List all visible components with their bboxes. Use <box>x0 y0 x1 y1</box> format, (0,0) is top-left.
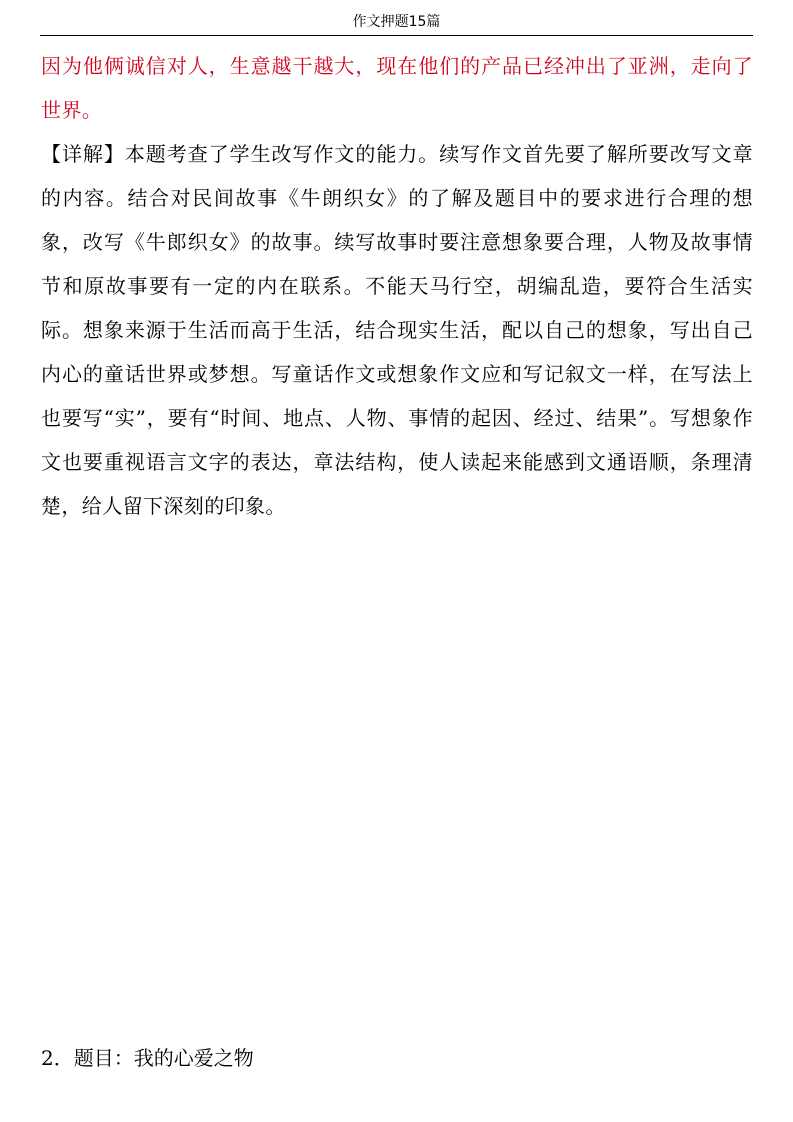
page-header <box>40 10 753 36</box>
explanation-paragraph: 【详解】本题考查了学生改写作文的能力。续写作文首先要了解所要改写文章的内容。结合对民间故事《牛朗织女》的了解及题目中的要求进行合理的想象，改写《牛郎织女》的故事。续写故事时要注意想象要合理，人物及故事情节和原故事要有一定的内在联系。不能天马行空，胡编乱造，要符合生活实际。想象来源于生活而高于生活，结合现实生活，配以自己的想象，写出自己内心的童话世界或梦想。写童话作文或想象作文应和写记叙文一样，在写法上也要写“实”，要有“时间、地点、人物、事情的起因、经过、结果”。写想象作文也要重视语言文字的表达，章法结构，使人读起来能感到文通语顺，条理清楚，给人留下深刻的印象。 <box>41 142 753 518</box>
header-title: 作文押题15篇 <box>352 14 441 30</box>
next-question-title: 2．题目：我的心爱之物 <box>41 1046 254 1070</box>
story-ending-paragraph: 因为他俩诚信对人，生意越干越大，现在他们的产品已经冲出了亚洲，走向了世界。 <box>41 54 753 122</box>
document-body <box>41 44 753 528</box>
